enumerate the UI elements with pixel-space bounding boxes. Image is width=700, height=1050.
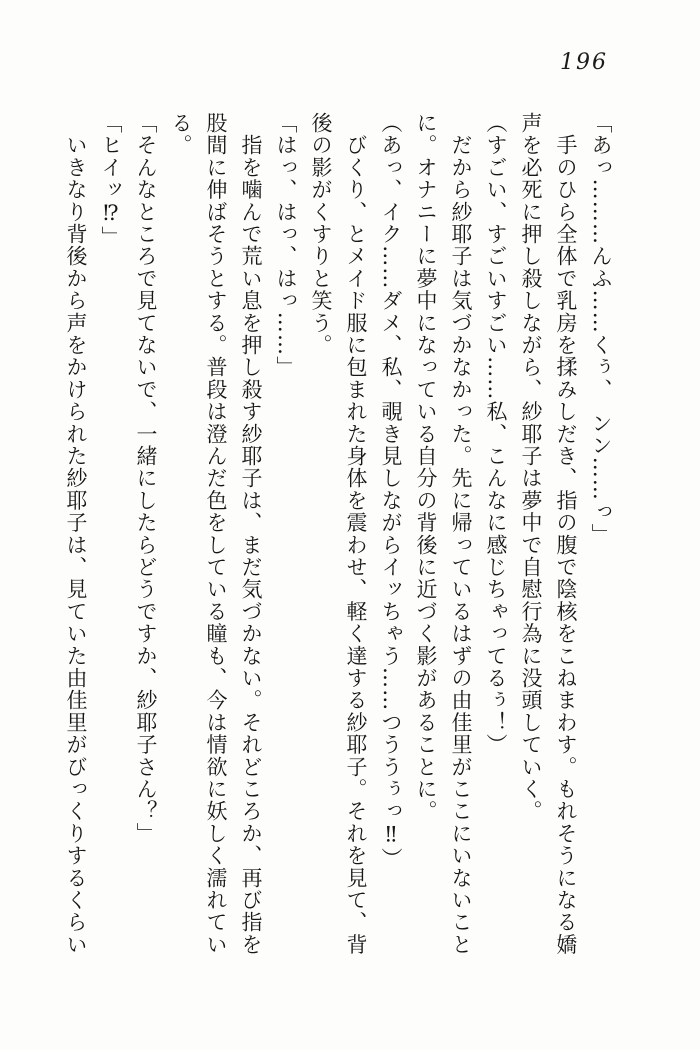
text-column: いきなり背後から声をかけられた紗耶子は、見ていた由佳里がびっくりするくらい	[64, 112, 88, 956]
text-column: 後の影がくすりと笑う。	[309, 112, 333, 357]
text-column: 「あっ………んふ……くぅ、 ンン……っ」	[589, 112, 613, 546]
text-column: びくり、とメイド服に包まれた身体を震わせ、軽く達する紗耶子。それを見て、背	[344, 112, 368, 956]
text-block	[58, 112, 618, 954]
text-column: 「ヒイッ⁉」	[99, 112, 123, 249]
text-column: 「そんなところで見てないで、一緒にしたらどうですか、紗耶子さん？」	[134, 112, 158, 845]
text-column: だから紗耶子は気づかなかった。先に帰っているはずの由佳里がここにいないこと	[449, 112, 473, 956]
text-column: （あっ、イク……ダメ、私、覗き見しながらイッちゃう……つううぅっ‼）	[379, 112, 403, 870]
text-column: 「はっ、はっ、はっ……」	[274, 112, 298, 379]
text-column: 声を必死に押し殺しながら、紗耶子は夢中で自慰行為に没頭していく。	[519, 112, 543, 823]
page-number: 196	[560, 50, 608, 75]
text-column: る。	[169, 112, 193, 157]
text-column: 手のひら全体で乳房を揉みしだき、指の腹で陰核をこねまわす。もれそうになる嬌	[554, 112, 578, 956]
text-column: （すごい、すごいすごい……私、こんなに感じちゃってるぅ！）	[484, 112, 508, 756]
text-column: 股間に伸ばそうとする。普段は澄んだ色をしている瞳も、今は情欲に妖しく濡れてい	[204, 112, 228, 956]
text-column: に。オナニーに夢中になっている自分の背後に近づく影があることに。	[414, 112, 438, 823]
text-column: 指を噛んで荒い息を押し殺す紗耶子は、まだ気づかない。それどころか、再び指を	[239, 112, 263, 956]
